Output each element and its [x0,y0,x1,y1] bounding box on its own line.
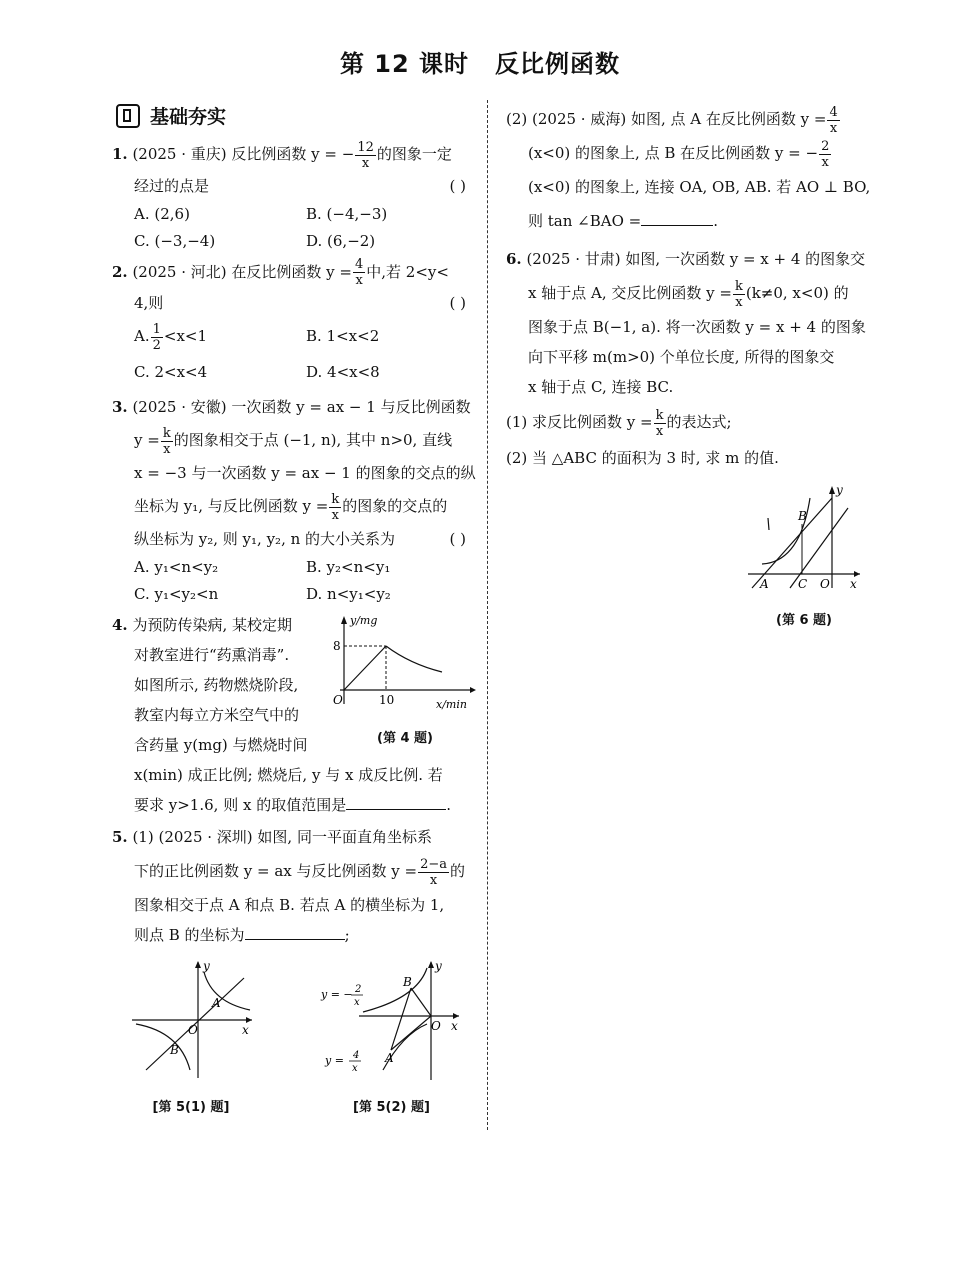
question-3 [112,392,476,608]
origin: O [333,693,343,707]
question-number: 5. [112,828,128,846]
svg-text:y =: y = [325,1054,344,1067]
q3-line1: (2025 · 安徽) 一次函数 y = ax − 1 与反比例函数 [132,398,471,416]
q5-line1: (1) (2025 · 深圳) 如图, 同一平面直角坐标系 [132,828,432,846]
option-a: A. (2,6) [134,204,190,223]
figure-caption: [第 5(1) 题] [152,1100,230,1115]
svg-text:x: x [242,1023,249,1037]
svg-text:B: B [403,975,412,989]
fraction: $\frac{2}{x}$ [821,138,830,170]
lesson-topic: 反比例函数 [495,50,621,78]
fraction: $\frac{12}{x}$ [357,139,374,171]
svg-text:x: x [850,577,857,591]
question-number: 2. [112,262,128,281]
q3-line2-post: 的图象相交于点 (−1, n), 其中 n>0, 直线 [173,431,453,449]
q5-2-graph [319,958,464,1083]
figure-caption: (第 4 题) [377,731,433,746]
q6-line2-post: (k≠0, x<0) 的 [745,284,849,302]
q4-graph [330,614,480,714]
fraction: $\frac{k}{x}$ [734,278,743,310]
q3-line2-pre: y = [134,431,160,449]
question-number: 3. [112,398,128,416]
q2-line1-post: 中,若 2<y< [366,262,449,281]
q3-line4-pre: 坐标为 y₁, 与反比例函数 y = [134,497,329,515]
q5b-line2-pre: (x<0) 的图象上, 点 B 在反比例函数 y = − [528,144,819,162]
y-label: y/mg [350,614,378,627]
q2-options [112,318,470,390]
q5-line2-post: 的 [450,862,466,880]
q4-line: 为预防传染病, 某校定期 [132,616,292,634]
option-a: A. $\frac{1}{2}$ <x<1 [134,321,208,353]
answer-blank[interactable] [346,809,446,810]
lesson-number: 第 12 课时 [339,50,470,78]
hyperbola-neg [363,968,427,1012]
q5-line3: 图象相交于点 A 和点 B. 若点 A 的横坐标为 1, [134,896,445,914]
q4-line: 含药量 y(mg) 与燃烧时间 [134,736,308,754]
x-label: x/min [436,698,467,711]
q1-options [112,201,470,255]
svg-text:O: O [820,577,830,591]
svg-text:A: A [760,577,769,591]
tick-mark [768,518,769,530]
fraction: $\frac{4}{x}$ [829,104,838,136]
question-1 [112,139,470,255]
q3-line5: 纵坐标为 y₂, 则 y₁, y₂, n 的大小关系为 [134,530,396,548]
answer-paren: ( ) [449,176,466,195]
option-a: A. y₁<n<y₂ [134,558,219,576]
inverse-curve [386,646,442,672]
hyperbola-q3 [136,1024,190,1070]
answer-blank[interactable] [245,939,345,940]
q3-line4-post: 的图象的交点的 [342,497,448,515]
option-c: C. (−3,−4) [134,231,216,250]
q2-line1-pre: (2025 · 河北) 在反比例函数 y = [132,262,352,281]
q6-graph [744,484,864,596]
svg-text:x: x [451,1019,458,1033]
q5-line2-pre: 下的正比例函数 y = ax 与反比例函数 y = [134,862,418,880]
q3-line3: x = −3 与一次函数 y = ax − 1 的图象的交点的纵 [134,464,476,482]
svg-text:y: y [836,484,843,497]
q6-sub1-post: 的表达式; [666,413,732,431]
q6-line2-pre: x 轴于点 A, 交反比例函数 y = [528,284,732,302]
figure-q5-2 [319,958,464,1123]
q5b-line4: 则 tan ∠BAO = [528,212,642,230]
proportional-segment [344,646,386,690]
x-axis-arrow [470,687,476,693]
hyperbola-q1 [204,972,250,1010]
option-b: B. y₂<n<y₁ [306,558,391,576]
answer-paren: ( ) [449,294,466,312]
q6-line4: 向下平移 m(m>0) 个单位长度, 所得的图象交 [528,348,835,366]
section-title: 基础夯实 [150,106,227,128]
fraction: $\frac{k}{x}$ [162,425,171,457]
svg-text:B: B [170,1043,179,1057]
svg-text:y: y [435,959,442,973]
segment-OB [411,988,431,1016]
option-c: C. 2<x<4 [134,363,208,381]
y-axis-arrow [341,616,347,624]
figure-caption: [第 5(2) 题] [353,1100,430,1115]
svg-text:y = −: y = − [321,988,353,1001]
svg-text:4: 4 [353,1050,360,1061]
option-d: D. (6,−2) [306,231,376,250]
svg-text:O: O [431,1019,441,1033]
svg-text:A: A [385,1051,394,1065]
fraction: $\frac{k}{x}$ [655,407,664,439]
option-d: D. 4<x<8 [306,363,380,381]
q4-line: 教室内每立方米空气中的 [134,706,300,724]
svg-text:A: A [212,996,221,1010]
fraction: $\frac{4}{x}$ [354,257,364,288]
svg-text:y: y [203,959,210,973]
question-5-2: (2) (2025 · 威海) 如图, 点 A 在反比例函数 y = $\frac{4}{x}$ (x<0) 的图象上, 点 B 在反比例函数 y = − $\frac{2}{x}$ (x<0) 的图象上, 连接 OA, OB, AB. 若 AO ⊥ BO, 则 tan ∠BAO = . [506,104,871,230]
q5-1-graph [126,958,256,1083]
q4-line: 对教室进行“药熏消毒”. [134,646,290,664]
x-tick: 10 [379,693,395,707]
fraction: $\frac{2-a}{x}$ [420,856,448,888]
q5b-line1-pre: (2) (2025 · 威海) 如图, 点 A 在反比例函数 y = [506,110,827,128]
figure-q6 [744,484,864,636]
page-title [0,44,960,79]
q4-line: 如图所示, 药物燃烧阶段, [134,676,299,694]
question-6 [506,244,866,636]
section-header [116,102,470,129]
y-tick: 8 [333,639,341,653]
q6-sub2: (2) 当 △ABC 的面积为 3 时, 求 m 的值. [506,449,779,467]
figure-q5-1 [126,958,256,1123]
right-column [506,102,871,638]
option-b: B. (−4,−3) [306,204,388,223]
q1-line1-post: 的图象一定 [376,145,452,163]
question-number: 6. [506,250,522,268]
fraction: $\frac{k}{x}$ [331,491,340,523]
svg-text:O: O [188,1023,198,1037]
svg-text:x: x [352,1063,358,1074]
question-2 [112,257,470,391]
option-b: B. 1<x<2 [306,327,380,345]
q1-line2: 经过的点是 [134,176,210,195]
answer-paren: ( ) [449,530,466,548]
svg-text:B: B [798,509,807,523]
q5b-line3: (x<0) 的图象上, 连接 OA, OB, AB. 若 AO ⊥ BO, [528,178,871,196]
option-d: D. n<y₁<y₂ [306,585,391,603]
notebook-icon [116,104,140,128]
column-divider [487,100,488,1130]
q6-line5: x 轴于点 C, 连接 BC. [528,378,674,396]
question-number: 4. [112,616,128,634]
question-number: 1. [112,145,128,163]
q3-options [112,554,470,608]
answer-blank[interactable] [641,225,713,226]
svg-text:2: 2 [355,984,362,995]
question-5: 5. (1) (2025 · 深圳) 如图, 同一平面直角坐标系 下的正比例函数 y = ax 与反比例函数 y = $\frac{2-a}{x}$ 的 图象相交于点 A 和点 B. 若点 A 的横坐标为 1, 则点 B 的坐标为 ; y A O x B [第 5(1) 题] y B O x A y = − 2 x y = 4 x [第 5(2) 题] [112,822,470,1123]
q6-line1: (2025 · 甘肃) 如图, 一次函数 y = x + 4 的图象交 [526,250,866,268]
left-column [112,102,476,1125]
q6-line3: 图象于点 B(−1, a). 将一次函数 y = x + 4 的图象 [528,318,866,336]
q1-line1-pre: (2025 · 重庆) 反比例函数 y = − [132,145,355,163]
figure-q4 [330,614,480,754]
figure-caption: (第 6 题) [776,613,832,628]
q2-line2: 4,则 [134,294,164,312]
q5-figures [112,958,470,1123]
question-4: 4. 为预防传染病, 某校定期 对教室进行“药熏消毒”. 如图所示, 药物燃烧阶段, 教室内每立方米空气中的 含药量 y(mg) 与燃烧时间 x(min) 成正比例; 燃烧后, y 与 x 成反比例. 若 要求 y>1.6, 则 x 的取值范围是 . y/mg 8 O 10 x/min (第 4 题) [112,610,470,820]
option-c: C. y₁<y₂<n [134,585,219,603]
q4-line: 要求 y>1.6, 则 x 的取值范围是 [134,796,347,814]
svg-text:C: C [798,577,808,591]
q4-line: x(min) 成正比例; 燃烧后, y 与 x 成反比例. 若 [134,766,443,784]
q6-sub1-pre: (1) 求反比例函数 y = [506,413,653,431]
svg-text:x: x [354,997,360,1008]
q5-line4: 则点 B 的坐标为 [134,926,245,944]
